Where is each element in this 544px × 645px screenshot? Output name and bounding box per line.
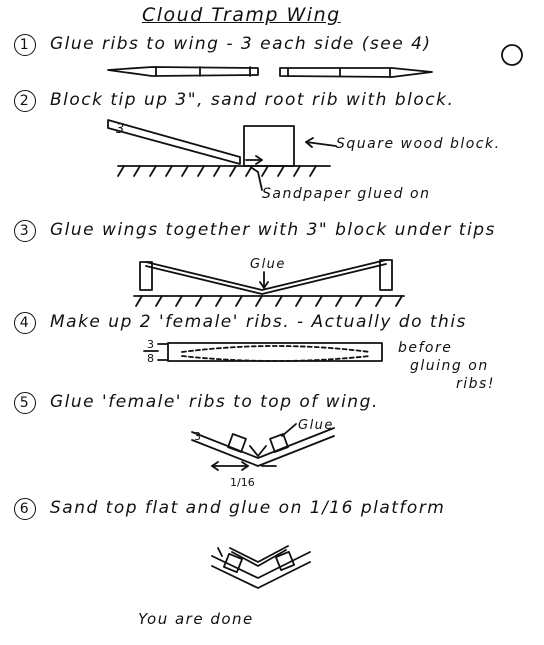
rib-dim-numerator: 3	[147, 338, 154, 351]
gap-dimension-label: 1/16	[230, 476, 255, 489]
before-note-line-3: ribs!	[456, 376, 495, 392]
step-number: 4	[14, 312, 36, 334]
step-number: 3	[14, 220, 36, 242]
step-text: Sand top flat and glue on 1/16 platform	[50, 498, 446, 518]
block-sanding-drawing	[108, 120, 336, 190]
step-number: 1	[14, 34, 36, 56]
sandpaper-label: Sandpaper glued on	[262, 186, 431, 202]
rib-dim-denominator: 8	[147, 352, 154, 365]
step-number: 5	[14, 392, 36, 414]
step-text: Make up 2 'female' ribs. - Actually do this	[50, 312, 467, 332]
wing-halves-drawing	[108, 67, 432, 77]
wing-end-label: 3	[194, 430, 201, 443]
step-text: Glue wings together with 3" block under tips	[50, 220, 496, 240]
step-text: Block tip up 3", sand root rib with block.	[50, 90, 455, 110]
center-glue-label: Glue	[250, 257, 286, 272]
before-note-line-2: gluing on	[410, 358, 489, 374]
step-ref-circle	[502, 45, 522, 65]
platform-drawing	[212, 546, 310, 588]
step-text: Glue ribs to wing - 3 each side (see 4)	[50, 34, 432, 54]
footer-text: You are done	[138, 610, 254, 628]
step-number: 6	[14, 498, 36, 520]
female-rib-joint-drawing	[192, 424, 334, 470]
step-number: 2	[14, 90, 36, 112]
tip-height-label: 3	[116, 122, 126, 137]
wing-joining-drawing	[134, 260, 404, 306]
joint-glue-label: Glue	[298, 418, 334, 433]
page-title: Cloud Tramp Wing	[142, 4, 341, 26]
square-block-label: Square wood block.	[336, 136, 501, 152]
step-text: Glue 'female' ribs to top of wing.	[50, 392, 379, 412]
female-rib-drawing	[144, 343, 382, 361]
before-note-line-1: before	[398, 340, 453, 356]
